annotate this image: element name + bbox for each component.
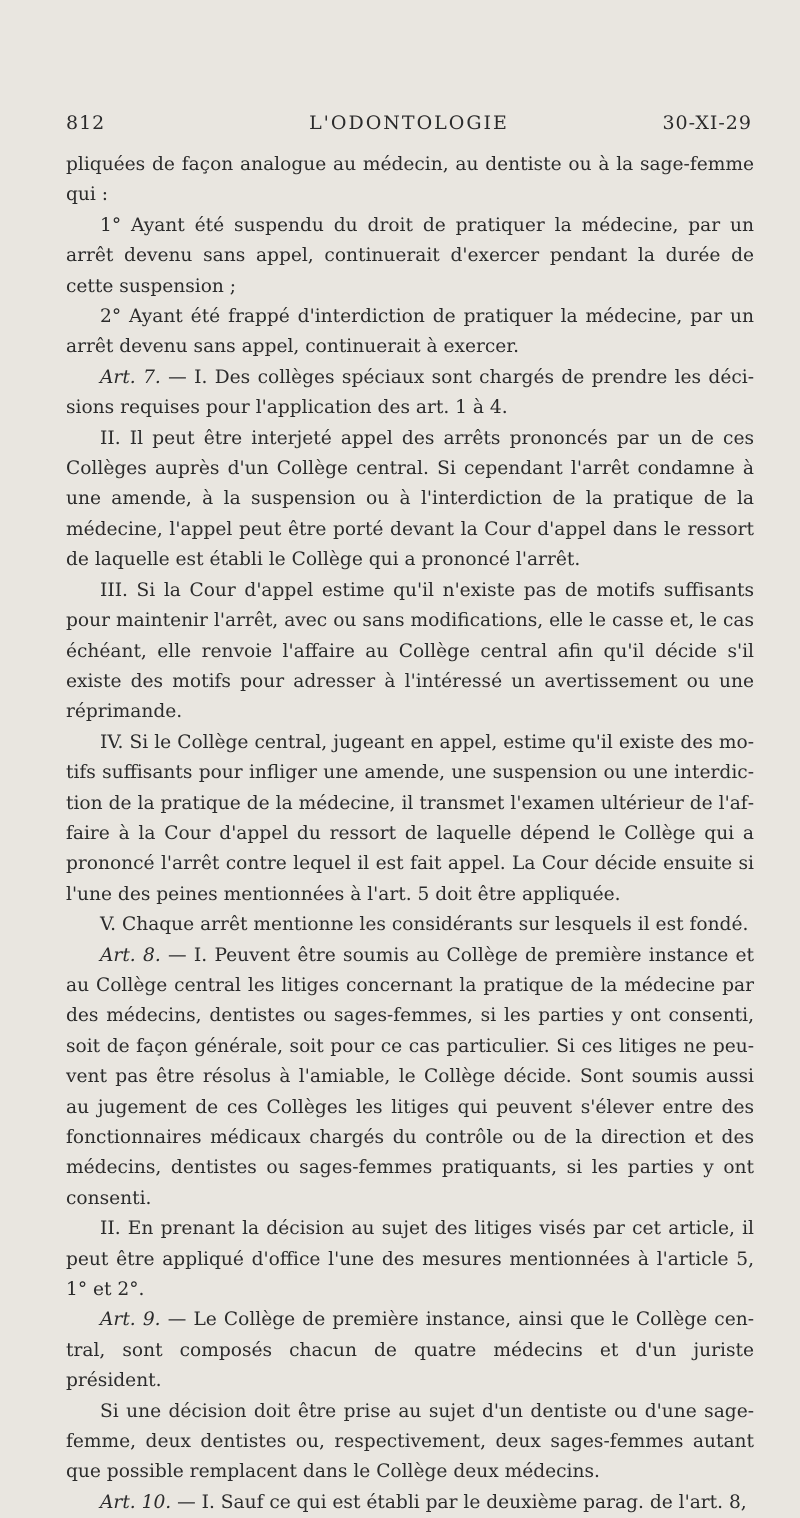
paragraph: Si une décision doit être prise au sujet d'un dentiste ou d'une sage-femme, deux dentistes ou, respectivement, deux sages-femmes autant que possible remplacent dans le Collège deux médecins. [66,1400,754,1483]
body-text [66,150,754,1518]
paragraph: pliquées de façon analogue au médecin, au dentiste ou à la sage-femme qui : [66,154,754,206]
article-paragraph: Art. 10. — I. Sauf ce qui est établi par le deuxième parag. de l'art. 8, [100,1491,747,1513]
paragraph: 1° Ayant été suspendu du droit de pratiquer la médecine, par un arrêt devenu sans appel, continuerait d'exercer pendant la durée de cette suspension ; [66,214,754,297]
paragraph: V. Chaque arrêt mentionne les considérants sur lesquels il est fondé. [100,914,749,936]
page-number: 812 [66,112,106,134]
issue-date: 30-XI-29 [662,112,752,134]
article-label: Art. 7. [100,366,161,388]
article-paragraph: Art. 9. — Le Collège de première instance, ainsi que le Collège central, sont composés chacun de quatre médecins et d'un juriste président. [66,1309,754,1392]
article-label: Art. 10. [100,1491,172,1513]
page-header [66,112,752,142]
paragraph: III. Si la Cour d'appel estime qu'il n'existe pas de motifs suffisants pour maintenir l'arrêt, avec ou sans modifications, elle le casse et, le cas échéant, elle renvoie l'affaire au Collège central afin qu'il décide s'il existe des motifs pour adresser à l'intéressé un avertissement ou une réprimande. [66,579,754,723]
running-title: L'ODONTOLOGIE [309,112,509,134]
article-paragraph: Art. 7. — I. Des collèges spéciaux sont chargés de prendre les décisions requises pour l'application des art. 1 à 4. [66,366,754,419]
paragraph: 2° Ayant été frappé d'interdiction de pratiquer la médecine, par un arrêt devenu sans appel, continuerait à exercer. [66,306,754,358]
paragraph: II. En prenant la décision au sujet des litiges visés par cet article, il peut être appliqué d'office l'une des mesures mentionnées à l'article 5, 1° et 2°. [66,1218,754,1301]
article-paragraph: Art. 8. — I. Peuvent être soumis au Collège de première instance et au Collège central les litiges concernant la pratique de la médecine par des médecins, dentistes ou sages-femmes, si les parties y ont consenti, soit de façon générale, soit pour ce cas particulier. Si ces litiges ne peuvent pas être résolus à l'amiable, le Collège décide. Sont soumis aussi au jugement de ces Collèges les litiges qui peuvent s'élever entre des fonctionnaires médicaux chargés du contrôle ou de la direction et des médecins, dentistes ou sages-femmes pratiquants, si les parties y ont consenti. [66,944,754,1209]
paragraph: IV. Si le Collège central, jugeant en appel, estime qu'il existe des motifs suffisants pour infliger une amende, une suspension ou une interdiction de la pratique de la médecine, il transmet l'examen ultérieur de l'affaire à la Cour d'appel du ressort de laquelle dépend le Collège qui a prononcé l'arrêt contre lequel il est fait appel. La Cour décide ensuite si l'une des peines mentionnées à l'art. 5 doit être appliquée. [66,731,754,905]
article-label: Art. 8. [100,944,161,966]
article-label: Art. 9. [100,1309,161,1331]
paragraph: II. Il peut être interjeté appel des arrêts prononcés par un de ces Collèges auprès d'un Collège central. Si cependant l'arrêt condamne à une amende, à la suspension ou à l'interdiction de la pratique de la médecine, l'appel peut être porté devant la Cour d'appel dans le ressort de laquelle est établi le Collège qui a prononcé l'arrêt. [66,427,754,571]
